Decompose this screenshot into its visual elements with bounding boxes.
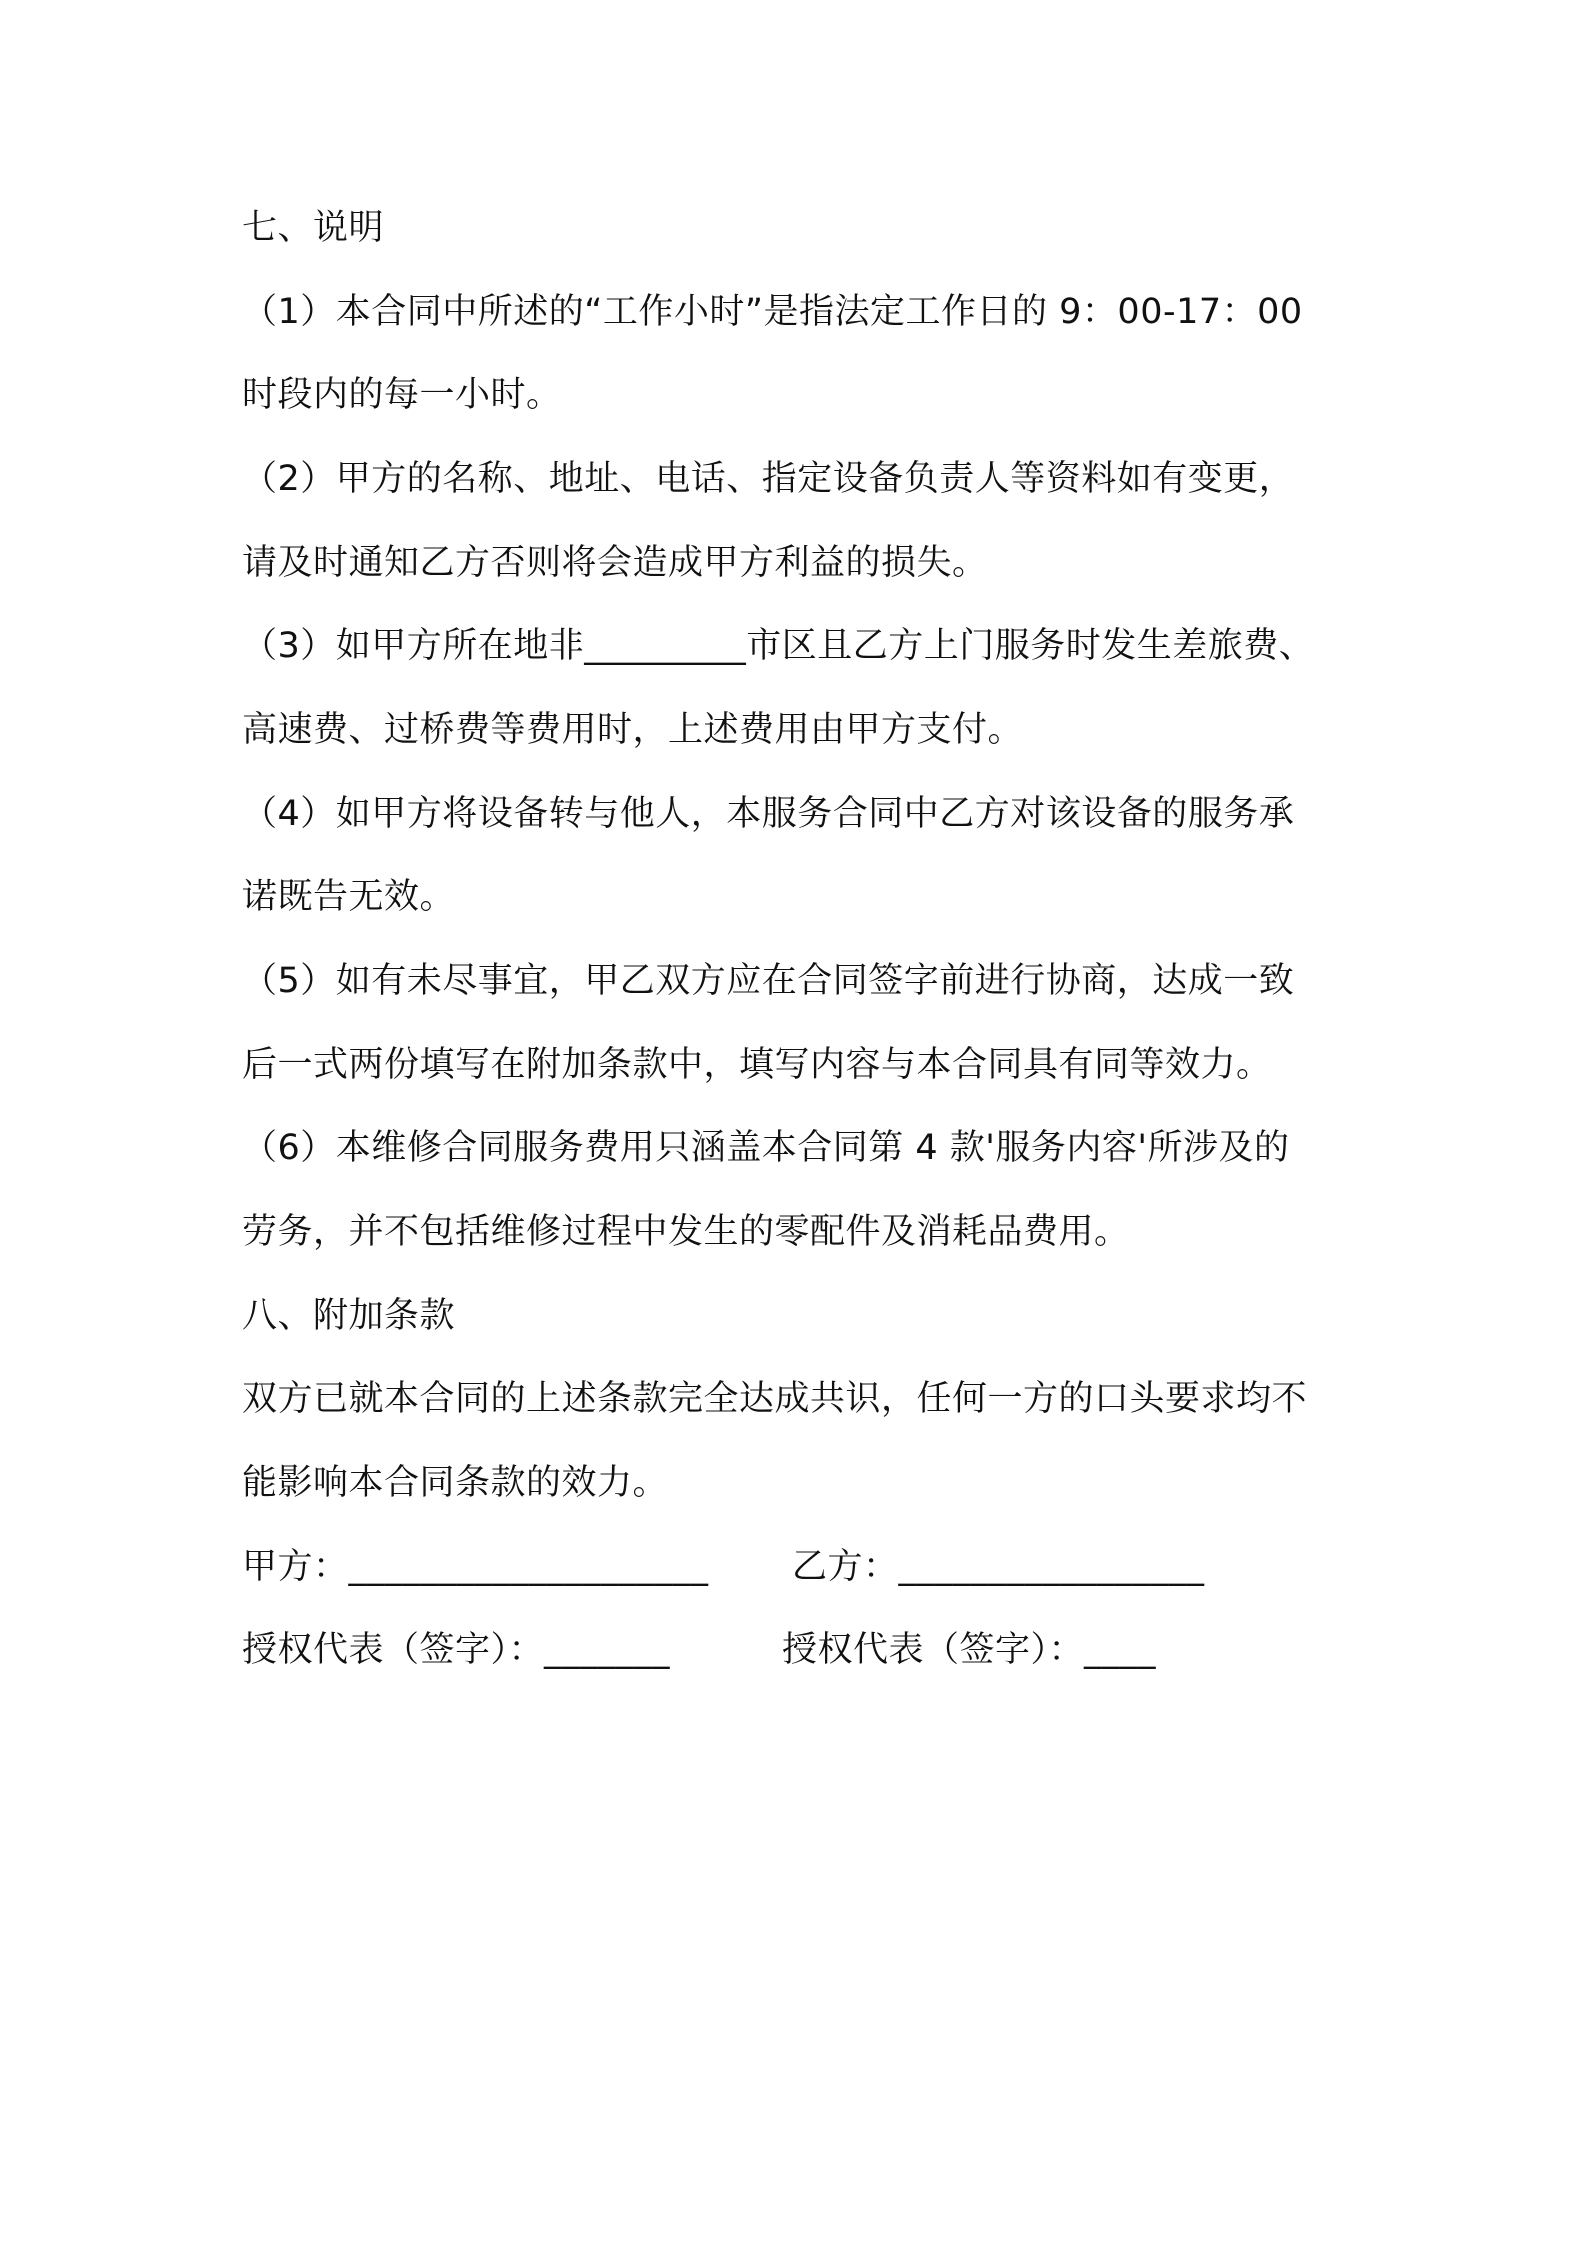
party-a-representative: 授权代表（签字）：_______	[242, 1630, 671, 1670]
section7-line-1: （1）本合同中所述的“工作小时”是指法定工作日的 9：00-17：00	[242, 292, 1303, 332]
section7-line-9: （5）如有未尽事宜，甲乙双方应在合同签字前进行协商，达成一致	[242, 961, 1295, 1001]
section7-line-2: 时段内的每一小时。	[242, 375, 562, 415]
section7-line-3: （2）甲方的名称、地址、电话、指定设备负责人等资料如有变更，	[242, 459, 1295, 499]
section7-line-10: 后一式两份填写在附加条款中，填写内容与本合同具有同等效力。	[242, 1045, 1272, 1085]
section7-heading: 七、说明	[242, 208, 385, 248]
section8-line-1: 双方已就本合同的上述条款完全达成共识，任何一方的口头要求均不	[242, 1379, 1308, 1419]
section7-line-7: （4）如甲方将设备转与他人，本服务合同中乙方对该设备的服务承	[242, 794, 1295, 834]
party-b-representative: 授权代表（签字）：____	[782, 1630, 1157, 1670]
party-a-signature: 甲方：____________________	[242, 1547, 709, 1587]
section7-line-5: （3）如甲方所在地非_________市区且乙方上门服务时发生差旅费、	[242, 626, 1315, 666]
section8-heading: 八、附加条款	[242, 1296, 456, 1336]
section7-line-11: （6）本维修合同服务费用只涵盖本合同第 4 款'服务内容'所涉及的	[242, 1128, 1290, 1168]
section7-line-8: 诺既告无效。	[242, 877, 456, 917]
party-b-signature: 乙方：_________________	[792, 1547, 1205, 1587]
section7-line-4: 请及时通知乙方否则将会造成甲方利益的损失。	[242, 543, 988, 583]
section7-line-6: 高速费、过桥费等费用时，上述费用由甲方支付。	[242, 710, 1024, 750]
section8-line-2: 能影响本合同条款的效力。	[242, 1463, 669, 1503]
section7-line-12: 劳务，并不包括维修过程中发生的零配件及消耗品费用。	[242, 1212, 1130, 1252]
